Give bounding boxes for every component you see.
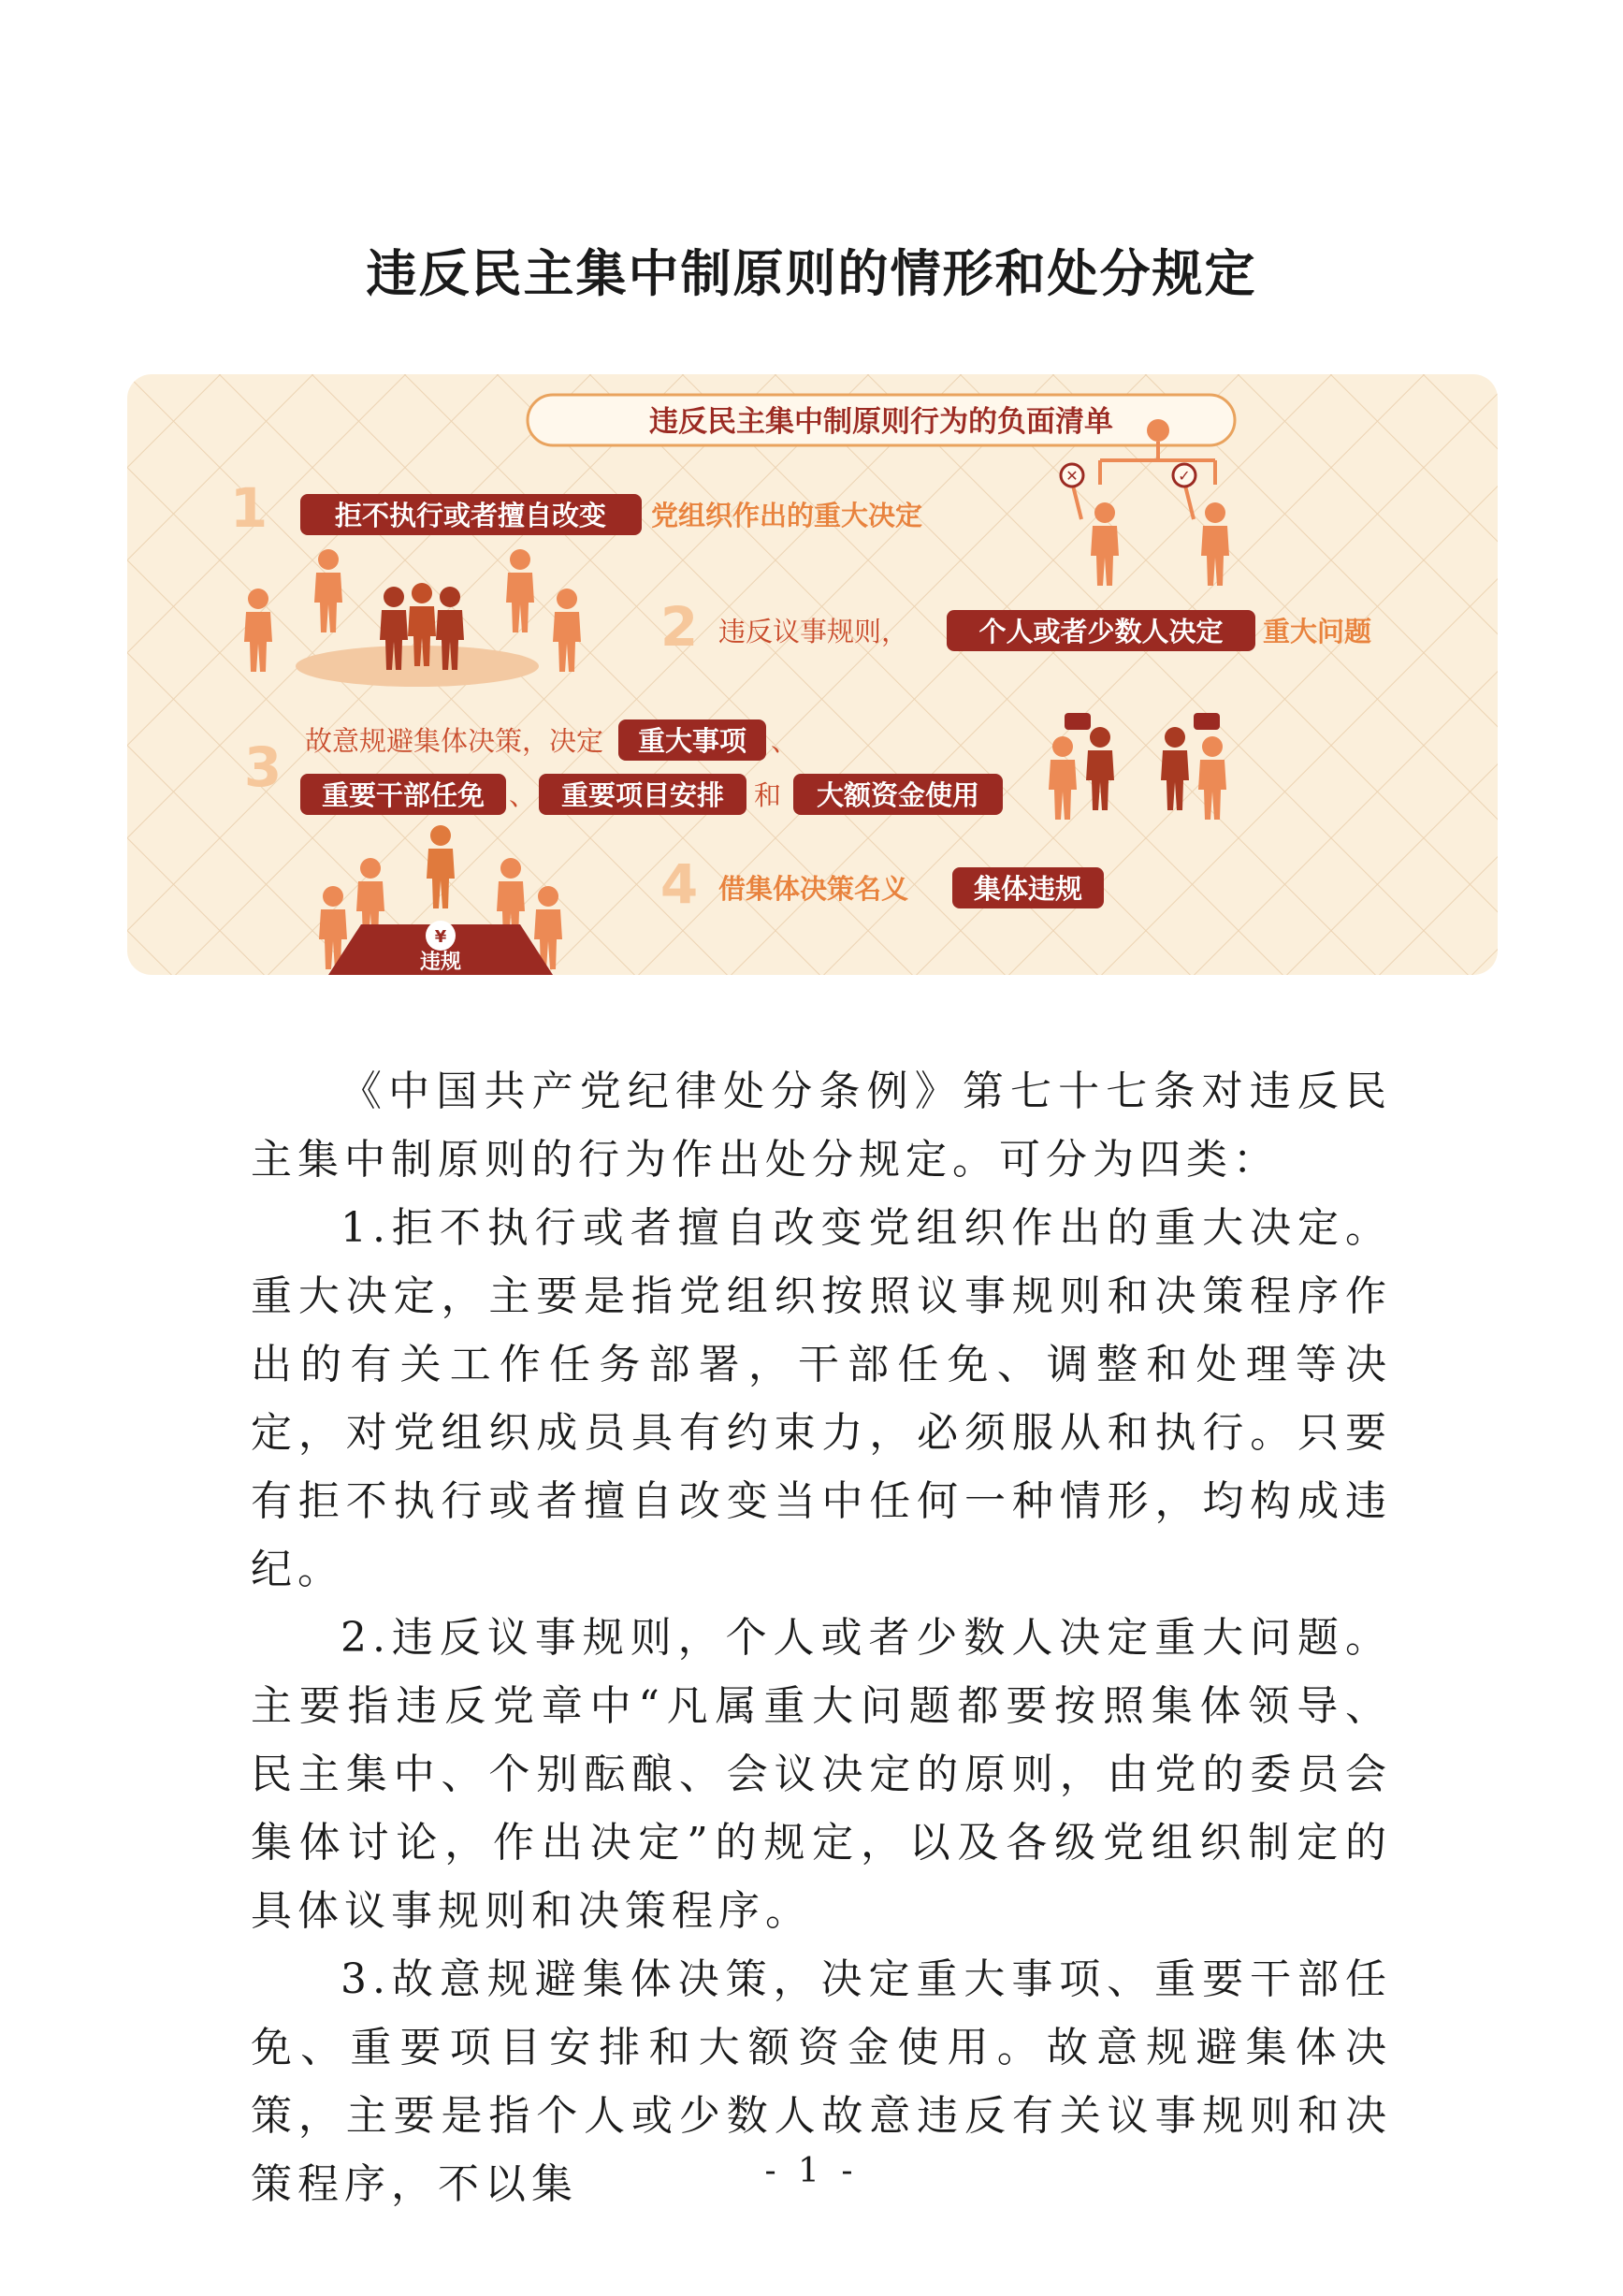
body-text	[251, 1057, 1392, 2218]
item-2-number: 2	[659, 595, 699, 659]
item-4-number: 4	[659, 852, 699, 916]
svg-text:✕: ✕	[1065, 467, 1079, 485]
item-4-text: 借集体决策名义	[718, 873, 909, 905]
item-3-tag-funds-text: 大额资金使用	[816, 779, 980, 811]
paragraph-item-3: 3.故意规避集体决策，决定重大事项、重要干部任免、重要项目安排和大额资金使用。故意规避集体决策，主要是指个人或少数人故意违反有关议事规则和决策程序，不以集	[251, 1955, 1392, 2208]
item-3-separator-2: 、	[509, 779, 537, 811]
item-3-text: 故意规避集体决策，决定	[305, 725, 604, 757]
item-3-separator-1: 、	[771, 725, 799, 757]
item-3-tag-cadres-text: 重要干部任免	[321, 779, 485, 811]
infographic-header-text: 违反民主集中制原则行为的负面清单	[649, 405, 1113, 439]
infographic	[127, 374, 1498, 975]
violation-stamp: 违规	[419, 951, 462, 974]
item-2-text-end: 重大问题	[1263, 616, 1372, 647]
item-3-tag-major-matters-text: 重大事项	[637, 725, 747, 757]
paragraph-item-2: 2.违反议事规则，个人或者少数人决定重大问题。主要指违反党章中“凡属重大问题都要按照集体领导、民主集中、个别酝酿、会议决定的原则，由党的委员会集体讨论，作出决定”的规定，以及各级党组织制定的具体议事规则和决策程序。	[251, 1614, 1392, 1935]
item-2-text: 违反议事规则，	[718, 616, 909, 647]
item-3-tag-projects-text: 重要项目安排	[560, 779, 725, 811]
svg-text:¥: ¥	[434, 927, 447, 947]
item-4-tag-text: 集体违规	[973, 873, 1083, 905]
item-3-number: 3	[243, 735, 283, 799]
item-1-text: 党组织作出的重大决定	[651, 500, 923, 531]
infographic-header	[528, 395, 1235, 445]
item-3-conjunction: 和	[754, 779, 782, 811]
paragraph-item-1: 1.拒不执行或者擅自改变党组织作出的重大决定。重大决定，主要是指党组织按照议事规则和决策程序作出的有关工作任务部署，干部任免、调整和处理等决定，对党组织成员具有约束力，必须服从和执行。只要有拒不执行或者擅自改变当中任何一种情形，均构成违纪。	[251, 1204, 1392, 1593]
page-number: - 1 -	[764, 2152, 859, 2190]
paragraph-intro: 《中国共产党纪律处分条例》第七十七条对违反民主集中制原则的行为作出处分规定。可分为四类：	[251, 1068, 1392, 1184]
item-2-tag-text: 个人或者少数人决定	[978, 616, 1224, 647]
item-1-tag-text: 拒不执行或者擅自改变	[334, 500, 607, 531]
svg-text:✓: ✓	[1178, 467, 1191, 485]
page-title: 违反民主集中制原则的情形和处分规定	[366, 244, 1257, 304]
item-1-number: 1	[229, 476, 268, 540]
